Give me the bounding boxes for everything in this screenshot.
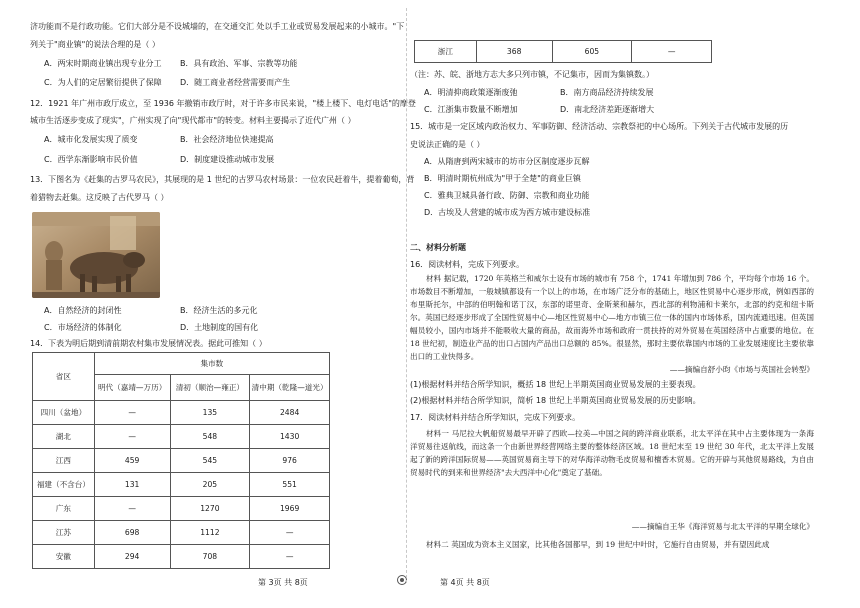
- table-cell: 1270: [170, 497, 250, 521]
- q12-option-b[interactable]: B．社会经济地位快速提高: [180, 135, 274, 144]
- table-cell: 131: [94, 473, 170, 497]
- table-cell: —: [632, 41, 712, 63]
- table-cell: 205: [170, 473, 250, 497]
- market-table-continued: [414, 40, 712, 63]
- market-count-header: 集市数: [94, 353, 329, 375]
- q11-option-d[interactable]: D．随工商业者经营需要而产生: [180, 78, 291, 87]
- province-header: 省区: [33, 353, 95, 401]
- page-divider: [406, 8, 407, 583]
- table-row: [33, 473, 330, 497]
- table-row: [33, 521, 330, 545]
- table-cell: 605: [552, 41, 632, 63]
- table-cell: —: [250, 545, 330, 569]
- q15-option-a[interactable]: A．从隋唐到两宋城市的坊市分区制度逐步瓦解: [424, 157, 590, 166]
- q15-line1: 15．城市是一定区域内政治权力、军事防御、经济活动、宗教祭祀的中心场所。下列关于古代城市发展的历: [410, 122, 789, 131]
- q13-line1: 13．下图名为《赶集的古罗马农民》，其展现的是 1 世纪的古罗马农村场景：一位农民赶着牛，提着葡萄，背: [30, 175, 415, 184]
- table-cell: 708: [170, 545, 250, 569]
- table-cell: 安徽: [33, 545, 95, 569]
- q17-material-1: 材料一 马尼拉大帆船贸易最早开辟了西欧—拉美—中国之间的跨洋商业联系，北太平洋在其中占主要体现为一条海洋贸易往返航线，而这条一个由新世界经营网络主要的整体经济区域。18 世纪末至 19 世纪 30 年代，北太平洋上发展起了新的跨洋国际贸易——英国贸易商主导下的对华海洋动物毛皮贸易和檀香木贸易。它的开辟与其他贸易路线，为自由贸易时代的到来和世界经济"去大西洋中心化"奠定了基础。: [410, 429, 814, 477]
- q13-option-b[interactable]: B．经济生活的多元化: [180, 306, 258, 315]
- roman-farmer-relief-image: [32, 212, 160, 298]
- q15-line2: 史说法正确的是（ ）: [410, 140, 485, 149]
- q13-option-d[interactable]: D．土地制度的国有化: [180, 323, 259, 332]
- table-cell: 368: [476, 41, 552, 63]
- q16-requirement-1: (1)根据材料并结合所学知识，概括 18 世纪上半期英国商业贸易发展的主要表现。: [410, 380, 701, 389]
- q14-option-a[interactable]: A．明清抑商政策逐渐废弛: [424, 88, 518, 97]
- table-cell: 江苏: [33, 521, 95, 545]
- page-number-left: 第 3页 共 8页: [258, 578, 308, 587]
- table-cell: 459: [94, 449, 170, 473]
- table-row: [33, 545, 330, 569]
- table-cell: —: [94, 401, 170, 425]
- table-cell: 1112: [170, 521, 250, 545]
- table-row: [33, 401, 330, 425]
- table-cell: 1969: [250, 497, 330, 521]
- q16-requirement-2: (2)根据材料并结合所学知识，简析 18 世纪上半期英国商业贸易发展的历史影响。: [410, 396, 701, 405]
- table-cell: 294: [94, 545, 170, 569]
- table-row: [415, 41, 712, 63]
- table-cell: 湖北: [33, 425, 95, 449]
- table-cell: 548: [170, 425, 250, 449]
- table-row: [33, 449, 330, 473]
- table-cell: 江西: [33, 449, 95, 473]
- q12-option-c[interactable]: C．西学东渐影响市民价值: [44, 155, 138, 164]
- table-cell: 广东: [33, 497, 95, 521]
- table-cell: 976: [250, 449, 330, 473]
- page-number-right: 第 4页 共 8页: [440, 578, 490, 587]
- q11-option-b[interactable]: B．具有政治、军事、宗教等功能: [180, 59, 298, 68]
- q15-option-b[interactable]: B．明清时期杭州成为"甲于全楚"的商业巨镇: [424, 174, 581, 183]
- period-header-mid-qing: 清中期（乾隆—道光）: [250, 375, 330, 401]
- table-note: （注：苏、皖、浙地方志大多只列市镇，不记集市，因而为集镇数。）: [410, 70, 654, 79]
- q11-option-a[interactable]: A．两宋时期商业镇出现专业分工: [44, 59, 162, 68]
- table-cell: 1430: [250, 425, 330, 449]
- period-header-ming: 明代（嘉靖—万历）: [94, 375, 170, 401]
- period-header-early-qing: 清初（顺治—雍正）: [170, 375, 250, 401]
- table-cell: 2484: [250, 401, 330, 425]
- table-cell: 698: [94, 521, 170, 545]
- q15-option-d[interactable]: D．古埃及人营建的城市成为西方城市建设标准: [424, 208, 591, 217]
- table-cell: 551: [250, 473, 330, 497]
- q14-option-b[interactable]: B．南方商品经济持续发展: [560, 88, 654, 97]
- q12-option-a[interactable]: A．城市化发展实现了质变: [44, 135, 138, 144]
- q11-tail-line2: 列关于"商业镇"的说法合理的是（ ）: [30, 40, 160, 49]
- table-cell: —: [94, 425, 170, 449]
- table-cell: 135: [170, 401, 250, 425]
- q16-intro: 16．阅读材料，完成下列要求。: [410, 260, 525, 269]
- q13-option-c[interactable]: C．市场经济的体制化: [44, 323, 122, 332]
- market-table: [32, 352, 330, 569]
- table-row: [33, 497, 330, 521]
- q15-option-c[interactable]: C．雅典卫城具备行政、防御、宗教和商业功能: [424, 191, 590, 200]
- q17-source-1: ——摘编自王华《海洋贸易与北太平洋的早期全球化》: [631, 522, 814, 531]
- section-title-material-analysis: 二、材料分析题: [410, 243, 466, 252]
- table-cell: 四川（盆地）: [33, 401, 95, 425]
- q16-material: 材料 据记载，1720 年英格兰和威尔士设有市场的城市有 758 个，1741 年增加到 786 个，平均每个市场 16 个。市场数目不断增加，一般城镇都设有一个以上的市场，在市场广泛分布的基础上，地区性贸易中心逐步形成，例如西部的布里斯托尔，中部的伯明翰和诺丁汉，东部的诺里奇、金斯莱和赫尔，西北部的利物浦和卡莱尔，北部的约克和纽卡斯尔。英国已经逐步形成了全国性贸易中心—地区性贸易中心—地方市镇三位一体的国内市场体系，国内流通迅速。但英国幅员较小，国内市场并不能吸收大量的商品，故而海外市场和政府一贯扶持的对外贸易在英国经济中占重要的地位。在 18 世纪初，制造业产品的出口占国内产品出口总额的 85%。很显然，那时主要依靠国内市场的工业发展速度比主要依靠出口的工业快得多。: [410, 274, 814, 361]
- q11-option-c[interactable]: C．为人们的定居繁衍提供了保障: [44, 78, 162, 87]
- table-row: [33, 425, 330, 449]
- table-cell: 福建（不含台）: [33, 473, 95, 497]
- q14-option-c[interactable]: C．江浙集市数量不断增加: [424, 105, 518, 114]
- q17-material-2: 材料二 英国成为资本主义国家，比其他各国都早，到 19 世纪中叶时，它施行自由贸易，并有望因此成: [426, 540, 770, 549]
- table-cell: —: [94, 497, 170, 521]
- q17-intro: 17．阅读材料并结合所学知识，完成下列要求。: [410, 413, 581, 422]
- q12-line2: 城市生活逐步变成了现实"，广州实现了向"现代都市"的转变。材料主要揭示了近代广州（ ）: [30, 116, 356, 125]
- q13-line2: 着猎物去赶集。这反映了古代罗马（ ）: [30, 193, 169, 202]
- q11-tail-line1: 济功能而不是行政功能。它们大部分是不设城墙的，在交通交汇 处以手工业或贸易发展起来的小城市。"下: [30, 22, 405, 31]
- q13-option-a[interactable]: A．自然经济的封闭性: [44, 306, 122, 315]
- q16-source: ——摘编自舒小昀《市场与英国社会转型》: [669, 365, 814, 374]
- q14-line1: 14．下表为明后期到清前期农村集市发展情况表。据此可推知（ ）: [30, 339, 267, 348]
- table-cell: 545: [170, 449, 250, 473]
- table-cell: 浙江: [415, 41, 477, 63]
- q12-option-d[interactable]: D．制度建设推动城市发展: [180, 155, 275, 164]
- q12-line1: 12．1921 年广州市政厅成立，至 1936 年撤销市政厅时，对于许多市民来说，"楼上楼下、电灯电话"的摩登: [30, 99, 416, 108]
- q14-option-d[interactable]: D．南北经济差距逐渐增大: [560, 105, 655, 114]
- table-cell: —: [250, 521, 330, 545]
